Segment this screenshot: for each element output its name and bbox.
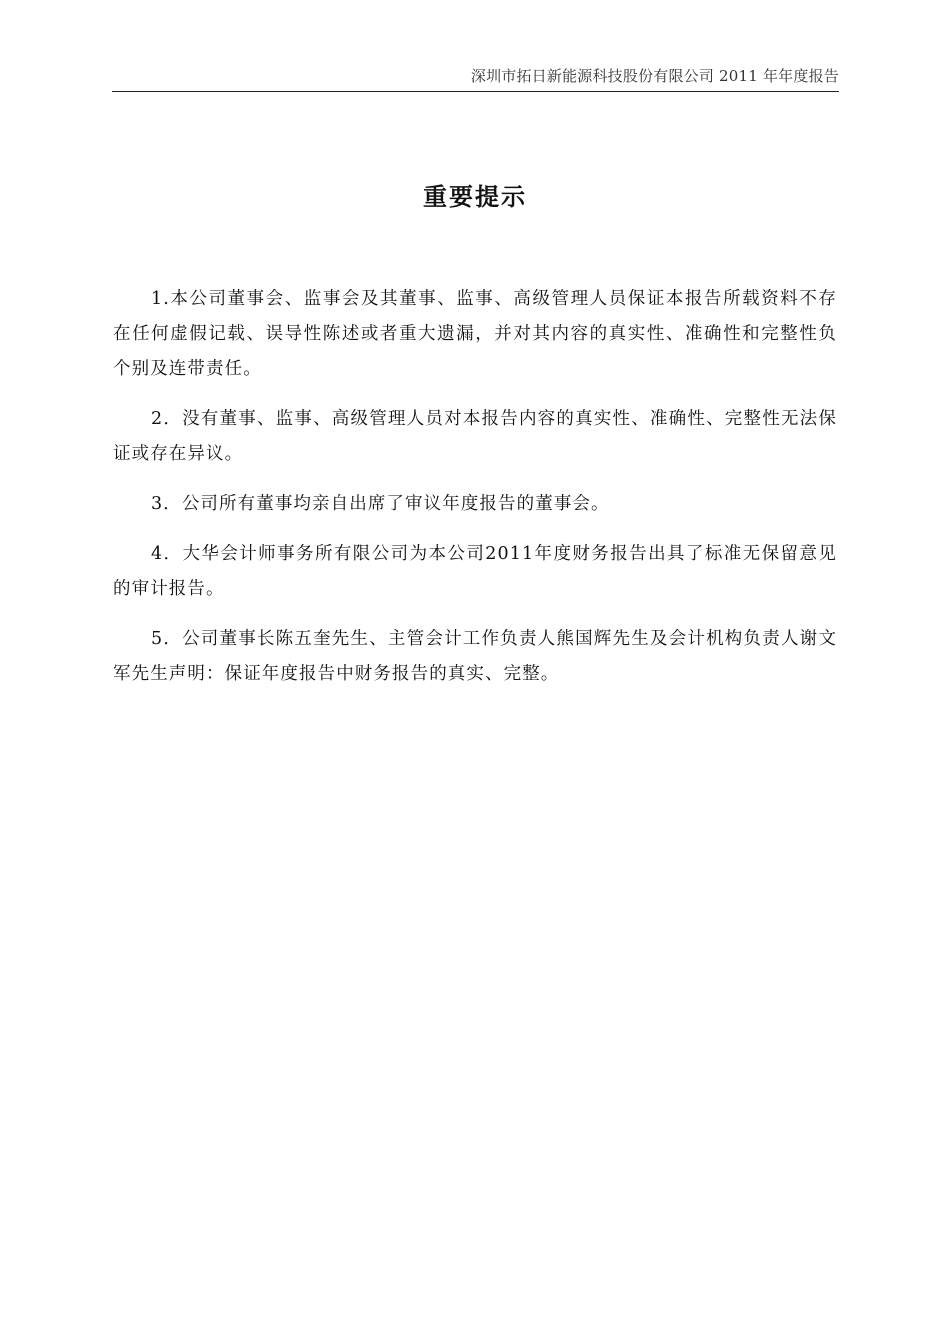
paragraph-1: 1.本公司董事会、监事会及其董事、监事、高级管理人员保证本报告所载资料不存在任何虚假记载、误导性陈述或者重大遗漏，并对其内容的真实性、准确性和完整性负个别及连带责任。 [113,289,837,379]
page-title: 重要提示 [423,182,527,211]
paragraph-2: 2．没有董事、监事、高级管理人员对本报告内容的真实性、准确性、完整性无法保证或存在异议。 [113,409,837,464]
paragraph-5: 5．公司董事长陈五奎先生、主管会计工作负责人熊国辉先生及会计机构负责人谢文军先生声明：保证年度报告中财务报告的真实、完整。 [113,629,837,684]
header-text: 深圳市拓日新能源科技股份有限公司 2011 年年度报告 [470,67,839,85]
paragraph-4: 4．大华会计师事务所有限公司为本公司2011年度财务报告出具了标准无保留意见的审计报告。 [113,544,837,599]
body-text [113,282,837,692]
paragraph-3: 3．公司所有董事均亲自出席了审议年度报告的董事会。 [151,494,610,514]
page-header [112,62,839,92]
